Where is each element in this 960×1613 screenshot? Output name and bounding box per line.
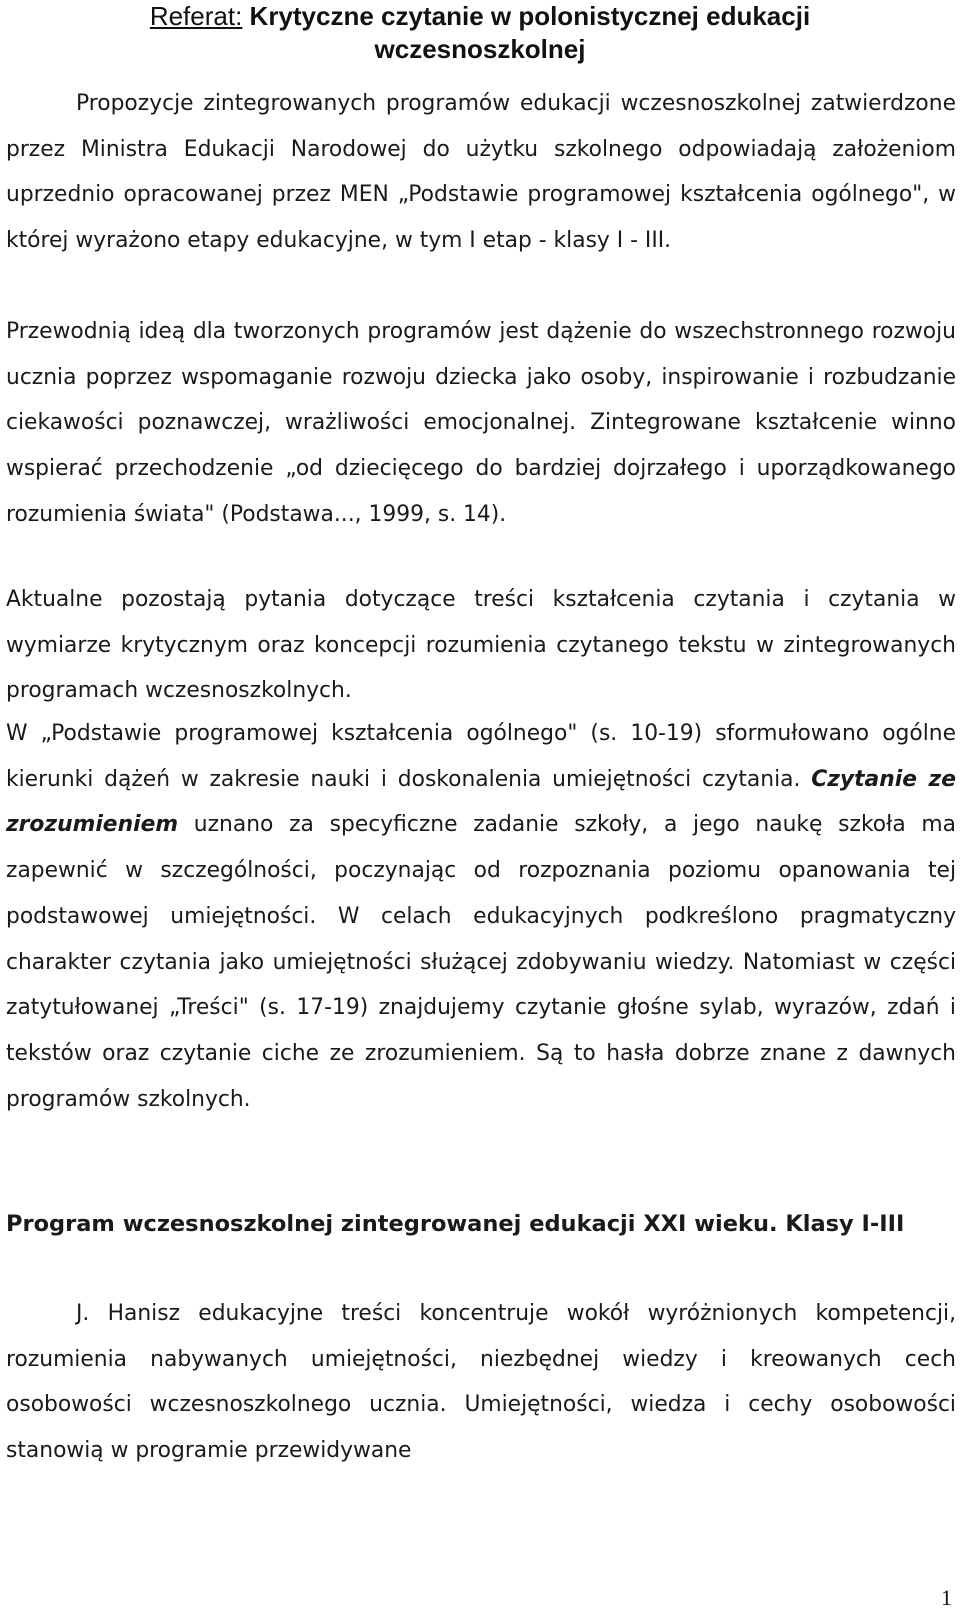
- paragraph-2: Przewodnią ideą dla tworzonych programów jest dążenie do wszechstronnego rozwoju ucznia poprzez wspomaganie rozwoju dziecka jako osoby, inspirowanie i rozbudzanie ciekawości poznawczej, wrażliwości emocjonalnej. Zintegrowane kształcenie winno wspierać przechodzenie „od dziecięcego do bardziej dojrzałego i uporządkowanego rozumienia świata" (Podstawa..., 1999, s. 14).: [6, 319, 956, 527]
- paragraph-1: Propozycje zintegrowanych programów edukacji wczesnoszkolnej zatwierdzone przez Ministra Edukacji Narodowej do użytku szkolnego odpowiadają założeniom uprzednio opracowanej przez MEN „Podstawie programowej kształcenia ogólnego", w której wyrażono etapy edukacyjne, w tym I etap - klasy I - III.: [6, 91, 956, 254]
- title-line-1: [0, 0, 960, 33]
- section-heading: Program wczesnoszkolnej zintegrowanej edukacji XXI wieku. Klasy I-III: [6, 1211, 905, 1237]
- title-label: Referat:: [149, 1, 243, 31]
- page-number: 1: [941, 1585, 952, 1610]
- title-line-2: wczesnoszkolnej: [374, 34, 586, 64]
- paragraph-3: Aktualne pozostają pytania dotyczące treści kształcenia czytania i czytania w wymiarze krytycznym oraz koncepcji rozumienia czytanego tekstu w zintegrowanych programach wczesnoszkolnych.: [6, 587, 956, 704]
- paragraph-4-text-a: W „Podstawie programowej kształcenia ogólnego" (s. 10-19) sformułowano ogólne kierunki dążeń w zakresie nauki i doskonalenia umiejętności czytania.: [6, 721, 956, 792]
- paragraph-4: [6, 711, 956, 1122]
- paragraph-5: J. Hanisz edukacyjne treści koncentruje wokół wyróżnionych kompetencji, rozumienia nabywanych umiejętności, niezbędnej wiedzy i kreowanych cech osobowości wczesnoszkolnego ucznia. Umiejętności, wiedza i cechy osobowości stanowią w programie przewidywane: [6, 1301, 956, 1464]
- paragraph-4-text-b: uznano za specyficzne zadanie szkoły, a jego naukę szkoła ma zapewnić w szczególności, poczynając od rozpoznania poziomu opanowania tej podstawowej umiejętności. W celach edukacyjnych podkreślono pragmatyczny charakter czytania jako umiejętności służącej zdobywaniu wiedzy. Natomiast w części zatytułowanej „Treści" (s. 17-19) znajdujemy czytanie głośne sylab, wyrazów, zdań i tekstów oraz czytanie ciche ze zrozumieniem. Są to hasła dobrze znane z dawnych programów szkolnych.: [6, 812, 956, 1112]
- document-title: [0, 0, 960, 66]
- paragraph-4-emphasis: Czytanie ze zrozumieniem: [6, 766, 956, 838]
- title-text: Krytyczne czytanie w polonistycznej edukacji: [249, 1, 811, 31]
